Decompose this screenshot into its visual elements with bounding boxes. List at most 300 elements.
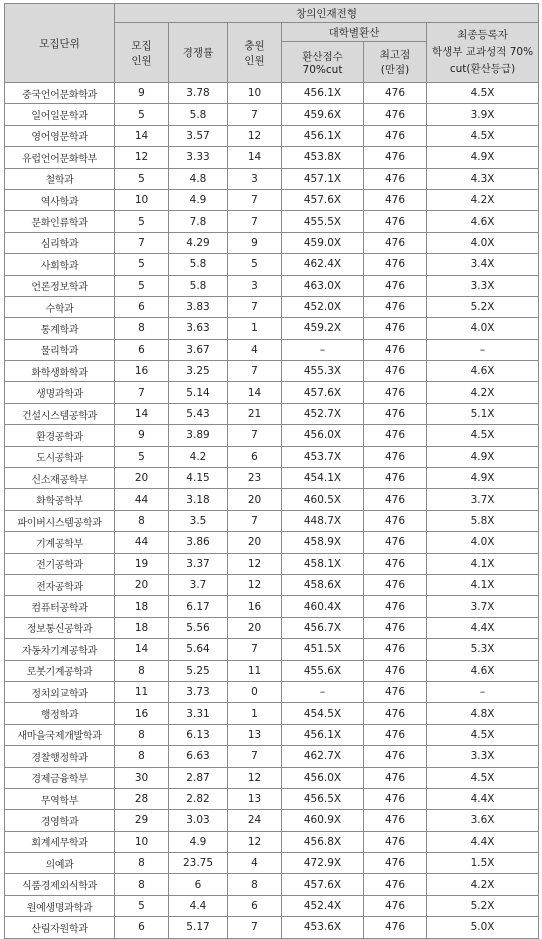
cell-filled: 13 <box>228 724 282 745</box>
cell-competition: 5.8 <box>169 254 228 275</box>
cell-conv-score: 456.0X <box>282 425 364 446</box>
cell-quota: 28 <box>115 788 169 809</box>
cell-quota: 10 <box>115 189 169 210</box>
cell-unit: 영어영문학과 <box>5 125 115 146</box>
cell-competition: 3.89 <box>169 425 228 446</box>
header-final-title: 최종등록자 <box>457 29 508 41</box>
cell-unit: 심리학과 <box>5 232 115 253</box>
cell-grade: 4.4X <box>427 831 539 852</box>
header-max-line1: 최고점 <box>379 49 411 61</box>
cell-max: 476 <box>364 104 427 125</box>
cell-grade: 4.0X <box>427 318 539 339</box>
cell-grade: 5.2X <box>427 895 539 916</box>
cell-quota: 18 <box>115 617 169 638</box>
table-row <box>5 767 539 788</box>
header-final-line3: cut(환산등급) <box>449 63 516 75</box>
cell-grade: 4.5X <box>427 83 539 104</box>
cell-quota: 16 <box>115 361 169 382</box>
cell-competition: 3.86 <box>169 532 228 553</box>
cell-unit: 도시공학과 <box>5 446 115 467</box>
cell-quota: 14 <box>115 403 169 424</box>
header-unit: 모집단위 <box>5 4 115 83</box>
cell-quota: 44 <box>115 489 169 510</box>
cell-competition: 6 <box>169 874 228 895</box>
table-row <box>5 724 539 745</box>
table-row <box>5 746 539 767</box>
cell-competition: 3.5 <box>169 510 228 531</box>
cell-max: 476 <box>364 83 427 104</box>
cell-max: 476 <box>364 446 427 467</box>
cell-filled: 7 <box>228 104 282 125</box>
cell-grade: 4.0X <box>427 232 539 253</box>
cell-competition: 3.18 <box>169 489 228 510</box>
cell-max: 476 <box>364 382 427 403</box>
table-row <box>5 403 539 424</box>
cell-competition: 6.63 <box>169 746 228 767</box>
cell-unit: 산림자원학과 <box>5 917 115 938</box>
cell-unit: 무역학부 <box>5 788 115 809</box>
table-row <box>5 382 539 403</box>
table-row <box>5 574 539 595</box>
table-row <box>5 189 539 210</box>
cell-filled: 6 <box>228 446 282 467</box>
cell-filled: 12 <box>228 767 282 788</box>
cell-max: 476 <box>364 703 427 724</box>
cell-max: 476 <box>364 596 427 617</box>
table-row <box>5 853 539 874</box>
cell-unit: 로봇기계공학과 <box>5 660 115 681</box>
cell-quota: 14 <box>115 639 169 660</box>
header-max-line2: (만점) <box>380 64 410 76</box>
table-row <box>5 617 539 638</box>
cell-grade: 3.7X <box>427 596 539 617</box>
cell-unit: 유럽언어문화학부 <box>5 147 115 168</box>
cell-quota: 10 <box>115 831 169 852</box>
table-row <box>5 895 539 916</box>
cell-unit: 언론정보학과 <box>5 275 115 296</box>
cell-competition: 3.37 <box>169 553 228 574</box>
table-row <box>5 83 539 104</box>
cell-max: 476 <box>364 746 427 767</box>
cell-max: 476 <box>364 788 427 809</box>
cell-filled: 12 <box>228 553 282 574</box>
table-row <box>5 810 539 831</box>
cell-grade: 4.4X <box>427 788 539 809</box>
cell-filled: 13 <box>228 788 282 809</box>
cell-grade: 4.6X <box>427 361 539 382</box>
cell-max: 476 <box>364 681 427 702</box>
cell-max: 476 <box>364 147 427 168</box>
cell-unit: 경영학과 <box>5 810 115 831</box>
cell-filled: 23 <box>228 468 282 489</box>
cell-competition: 2.87 <box>169 767 228 788</box>
cell-unit: 전자공학과 <box>5 574 115 595</box>
header-filled-line1: 충원 <box>244 39 265 52</box>
cell-conv-score: – <box>282 681 364 702</box>
cell-max: 476 <box>364 810 427 831</box>
cell-max: 476 <box>364 917 427 938</box>
cell-unit: 통계학과 <box>5 318 115 339</box>
cell-grade: 5.8X <box>427 510 539 531</box>
cell-filled: 7 <box>228 425 282 446</box>
cell-unit: 철학과 <box>5 168 115 189</box>
cell-max: 476 <box>364 125 427 146</box>
admission-results-table <box>4 3 539 939</box>
cell-grade: – <box>427 681 539 702</box>
cell-max: 476 <box>364 254 427 275</box>
cell-competition: 6.17 <box>169 596 228 617</box>
cell-unit: 물리학과 <box>5 339 115 360</box>
cell-filled: 7 <box>228 211 282 232</box>
header-final-line2: 학생부 교과성적 70% <box>432 46 534 58</box>
cell-conv-score: 451.5X <box>282 639 364 660</box>
header-max <box>364 42 427 83</box>
cell-conv-score: 455.5X <box>282 211 364 232</box>
table-row <box>5 361 539 382</box>
cell-max: 476 <box>364 895 427 916</box>
cell-max: 476 <box>364 831 427 852</box>
cell-competition: 4.15 <box>169 468 228 489</box>
cell-grade: 4.9X <box>427 446 539 467</box>
cell-grade: 4.2X <box>427 874 539 895</box>
cell-max: 476 <box>364 339 427 360</box>
cell-quota: 20 <box>115 468 169 489</box>
table-row <box>5 831 539 852</box>
cell-conv-score: 459.0X <box>282 232 364 253</box>
cell-filled: 8 <box>228 874 282 895</box>
header-final <box>427 23 539 83</box>
cell-quota: 8 <box>115 874 169 895</box>
cell-filled: 7 <box>228 189 282 210</box>
cell-quota: 8 <box>115 724 169 745</box>
cell-filled: 1 <box>228 703 282 724</box>
cell-filled: 7 <box>228 510 282 531</box>
cell-quota: 5 <box>115 895 169 916</box>
cell-grade: 3.9X <box>427 104 539 125</box>
cell-competition: 3.78 <box>169 83 228 104</box>
cell-max: 476 <box>364 660 427 681</box>
cell-unit: 경찰행정학과 <box>5 746 115 767</box>
table-row <box>5 489 539 510</box>
cell-max: 476 <box>364 574 427 595</box>
table-row <box>5 681 539 702</box>
cell-max: 476 <box>364 617 427 638</box>
table-row <box>5 532 539 553</box>
table-row <box>5 232 539 253</box>
cell-conv-score: 472.9X <box>282 853 364 874</box>
table-row <box>5 318 539 339</box>
table-row <box>5 125 539 146</box>
cell-quota: 5 <box>115 104 169 125</box>
cell-unit: 의예과 <box>5 853 115 874</box>
cell-unit: 화학생화학과 <box>5 361 115 382</box>
cell-quota: 29 <box>115 810 169 831</box>
cell-grade: 4.4X <box>427 617 539 638</box>
cell-max: 476 <box>364 510 427 531</box>
cell-conv-score: 462.7X <box>282 746 364 767</box>
cell-quota: 9 <box>115 425 169 446</box>
cell-grade: 3.7X <box>427 489 539 510</box>
table-row <box>5 703 539 724</box>
cell-conv-score: 459.2X <box>282 318 364 339</box>
cell-conv-score: 456.0X <box>282 767 364 788</box>
cell-quota: 7 <box>115 382 169 403</box>
cell-competition: 5.8 <box>169 275 228 296</box>
cell-quota: 8 <box>115 510 169 531</box>
cell-max: 476 <box>364 168 427 189</box>
cell-unit: 새마을국제개발학과 <box>5 724 115 745</box>
cell-grade: 5.3X <box>427 639 539 660</box>
cell-competition: 23.75 <box>169 853 228 874</box>
cell-quota: 20 <box>115 574 169 595</box>
cell-grade: 3.6X <box>427 810 539 831</box>
cell-grade: 4.6X <box>427 211 539 232</box>
cell-unit: 행정학과 <box>5 703 115 724</box>
cell-conv-score: 457.6X <box>282 189 364 210</box>
cell-quota: 8 <box>115 318 169 339</box>
table-row <box>5 296 539 317</box>
table-row <box>5 874 539 895</box>
cell-unit: 자동차기계공학과 <box>5 639 115 660</box>
table-row <box>5 510 539 531</box>
cell-conv-score: – <box>282 339 364 360</box>
table-header <box>5 4 539 83</box>
cell-grade: 3.3X <box>427 746 539 767</box>
cell-max: 476 <box>364 275 427 296</box>
cell-max: 476 <box>364 489 427 510</box>
cell-grade: 4.9X <box>427 468 539 489</box>
cell-quota: 5 <box>115 211 169 232</box>
header-univ-conv: 대학별환산 <box>282 23 427 42</box>
cell-conv-score: 453.6X <box>282 917 364 938</box>
header-group: 창의인재전형 <box>115 4 539 23</box>
cell-filled: 12 <box>228 125 282 146</box>
cell-max: 476 <box>364 189 427 210</box>
cell-competition: 5.8 <box>169 104 228 125</box>
cell-filled: 21 <box>228 403 282 424</box>
cell-conv-score: 456.1X <box>282 724 364 745</box>
cell-unit: 정치외교학과 <box>5 681 115 702</box>
cell-competition: 4.9 <box>169 831 228 852</box>
cell-competition: 5.43 <box>169 403 228 424</box>
cell-quota: 8 <box>115 853 169 874</box>
cell-max: 476 <box>364 296 427 317</box>
cell-conv-score: 462.4X <box>282 254 364 275</box>
table-row <box>5 168 539 189</box>
cell-conv-score: 454.1X <box>282 468 364 489</box>
cell-quota: 5 <box>115 446 169 467</box>
cell-conv-score: 455.3X <box>282 361 364 382</box>
header-conv-score-line2: 70%cut <box>302 63 343 76</box>
cell-competition: 3.25 <box>169 361 228 382</box>
cell-competition: 4.8 <box>169 168 228 189</box>
cell-competition: 3.67 <box>169 339 228 360</box>
cell-unit: 정보통신공학과 <box>5 617 115 638</box>
cell-grade: 4.5X <box>427 767 539 788</box>
cell-competition: 5.17 <box>169 917 228 938</box>
cell-unit: 역사학과 <box>5 189 115 210</box>
cell-filled: 5 <box>228 254 282 275</box>
cell-filled: 4 <box>228 339 282 360</box>
cell-competition: 5.14 <box>169 382 228 403</box>
table-row <box>5 254 539 275</box>
cell-max: 476 <box>364 425 427 446</box>
cell-filled: 4 <box>228 853 282 874</box>
cell-competition: 3.63 <box>169 318 228 339</box>
cell-quota: 5 <box>115 275 169 296</box>
table-row <box>5 917 539 938</box>
cell-conv-score: 460.4X <box>282 596 364 617</box>
cell-filled: 14 <box>228 147 282 168</box>
table-row <box>5 211 539 232</box>
cell-grade: 4.6X <box>427 660 539 681</box>
cell-unit: 건설시스템공학과 <box>5 403 115 424</box>
cell-filled: 7 <box>228 296 282 317</box>
cell-quota: 11 <box>115 681 169 702</box>
cell-grade: 4.8X <box>427 703 539 724</box>
cell-quota: 30 <box>115 767 169 788</box>
cell-competition: 5.64 <box>169 639 228 660</box>
cell-conv-score: 456.5X <box>282 788 364 809</box>
cell-competition: 4.9 <box>169 189 228 210</box>
cell-quota: 5 <box>115 254 169 275</box>
cell-grade: 3.3X <box>427 275 539 296</box>
cell-conv-score: 455.6X <box>282 660 364 681</box>
cell-max: 476 <box>364 361 427 382</box>
cell-competition: 4.29 <box>169 232 228 253</box>
cell-quota: 18 <box>115 596 169 617</box>
cell-unit: 식품경제외식학과 <box>5 874 115 895</box>
cell-unit: 화학공학부 <box>5 489 115 510</box>
cell-filled: 12 <box>228 831 282 852</box>
cell-grade: 4.9X <box>427 147 539 168</box>
cell-filled: 1 <box>228 318 282 339</box>
table-row <box>5 596 539 617</box>
cell-competition: 5.56 <box>169 617 228 638</box>
cell-filled: 20 <box>228 532 282 553</box>
cell-conv-score: 463.0X <box>282 275 364 296</box>
cell-quota: 12 <box>115 147 169 168</box>
admission-results-table-wrapper <box>4 3 539 939</box>
cell-quota: 44 <box>115 532 169 553</box>
cell-max: 476 <box>364 874 427 895</box>
cell-unit: 일어일문학과 <box>5 104 115 125</box>
cell-quota: 7 <box>115 232 169 253</box>
cell-max: 476 <box>364 724 427 745</box>
cell-max: 476 <box>364 639 427 660</box>
cell-quota: 19 <box>115 553 169 574</box>
cell-unit: 사회학과 <box>5 254 115 275</box>
cell-quota: 16 <box>115 703 169 724</box>
cell-grade: 1.5X <box>427 853 539 874</box>
header-filled-line2: 인원 <box>244 54 265 67</box>
cell-filled: 3 <box>228 168 282 189</box>
cell-grade: 4.5X <box>427 425 539 446</box>
cell-competition: 4.2 <box>169 446 228 467</box>
cell-unit: 원예생명과학과 <box>5 895 115 916</box>
cell-quota: 9 <box>115 83 169 104</box>
cell-filled: 11 <box>228 660 282 681</box>
table-row <box>5 275 539 296</box>
cell-quota: 14 <box>115 125 169 146</box>
cell-conv-score: 452.7X <box>282 403 364 424</box>
table-row <box>5 468 539 489</box>
cell-conv-score: 458.1X <box>282 553 364 574</box>
cell-competition: 3.57 <box>169 125 228 146</box>
cell-competition: 3.83 <box>169 296 228 317</box>
cell-conv-score: 456.7X <box>282 617 364 638</box>
cell-conv-score: 452.0X <box>282 296 364 317</box>
cell-filled: 9 <box>228 232 282 253</box>
cell-filled: 7 <box>228 639 282 660</box>
table-row <box>5 147 539 168</box>
cell-unit: 회계세무학과 <box>5 831 115 852</box>
cell-conv-score: 448.7X <box>282 510 364 531</box>
cell-grade: 4.1X <box>427 574 539 595</box>
cell-competition: 6.13 <box>169 724 228 745</box>
table-row <box>5 446 539 467</box>
cell-max: 476 <box>364 853 427 874</box>
header-quota <box>115 23 169 83</box>
cell-filled: 10 <box>228 83 282 104</box>
cell-grade: 4.5X <box>427 125 539 146</box>
cell-competition: 4.4 <box>169 895 228 916</box>
cell-filled: 20 <box>228 489 282 510</box>
cell-max: 476 <box>364 767 427 788</box>
cell-conv-score: 453.8X <box>282 147 364 168</box>
cell-max: 476 <box>364 318 427 339</box>
header-quota-line1: 모집 <box>131 39 152 52</box>
cell-unit: 신소재공학부 <box>5 468 115 489</box>
cell-conv-score: 458.9X <box>282 532 364 553</box>
table-row <box>5 339 539 360</box>
cell-conv-score: 456.1X <box>282 83 364 104</box>
cell-quota: 5 <box>115 168 169 189</box>
cell-conv-score: 454.5X <box>282 703 364 724</box>
cell-unit: 컴퓨터공학과 <box>5 596 115 617</box>
cell-grade: 5.1X <box>427 403 539 424</box>
table-body <box>5 83 539 939</box>
cell-max: 476 <box>364 468 427 489</box>
header-quota-line2: 인원 <box>131 54 152 67</box>
cell-quota: 6 <box>115 339 169 360</box>
table-row <box>5 104 539 125</box>
cell-filled: 24 <box>228 810 282 831</box>
cell-grade: 5.0X <box>427 917 539 938</box>
cell-filled: 7 <box>228 361 282 382</box>
cell-grade: 4.5X <box>427 724 539 745</box>
table-row <box>5 660 539 681</box>
cell-competition: 3.31 <box>169 703 228 724</box>
cell-competition: 3.73 <box>169 681 228 702</box>
cell-conv-score: 457.6X <box>282 382 364 403</box>
cell-conv-score: 452.4X <box>282 895 364 916</box>
cell-grade: 5.2X <box>427 296 539 317</box>
cell-conv-score: 460.9X <box>282 810 364 831</box>
cell-competition: 2.82 <box>169 788 228 809</box>
cell-conv-score: 456.8X <box>282 831 364 852</box>
cell-unit: 전기공학과 <box>5 553 115 574</box>
cell-unit: 중국언어문화학과 <box>5 83 115 104</box>
cell-filled: 7 <box>228 746 282 767</box>
cell-max: 476 <box>364 232 427 253</box>
cell-unit: 생명과학과 <box>5 382 115 403</box>
cell-quota: 8 <box>115 660 169 681</box>
cell-competition: 7.8 <box>169 211 228 232</box>
cell-filled: 3 <box>228 275 282 296</box>
cell-quota: 6 <box>115 917 169 938</box>
cell-quota: 8 <box>115 746 169 767</box>
